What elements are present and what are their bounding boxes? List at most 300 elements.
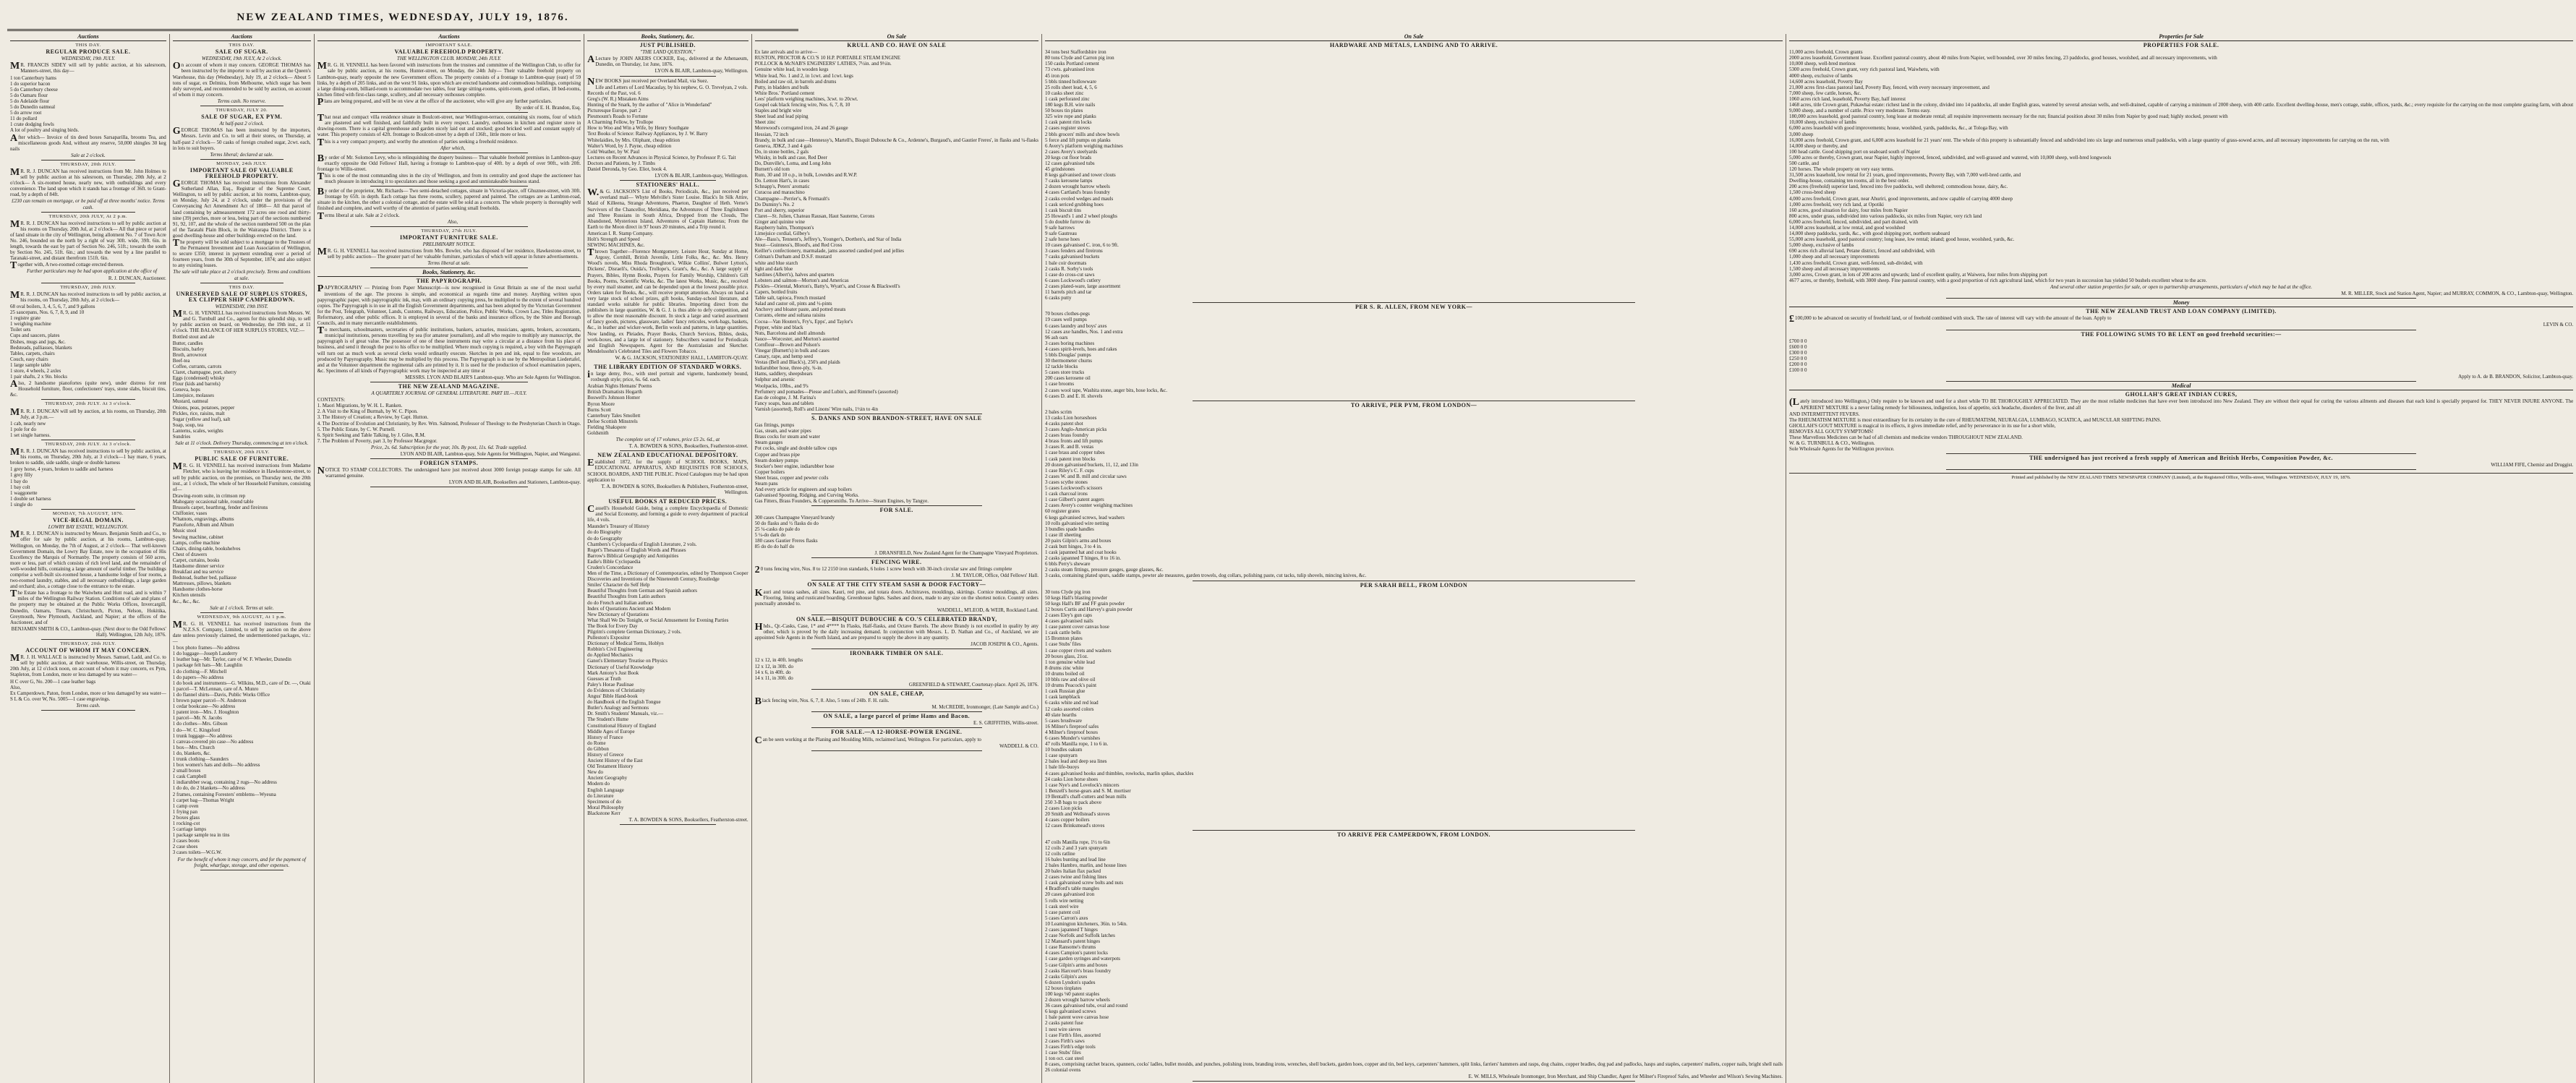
ad-item: do Applied Mechanics bbox=[587, 652, 634, 659]
ad-item: Chambers's Cyclopaedia of English Literature, 2 vols. bbox=[587, 541, 697, 547]
advertisement bbox=[1789, 309, 2573, 330]
ad-item: £250 0 0 bbox=[1788, 355, 1807, 361]
ad-item: 2 case Norfolk and Suffolk latches bbox=[1045, 933, 1115, 939]
ad-item: Galvanised Spouting, Ridging, and Curving Works. bbox=[754, 492, 859, 499]
ad-item: 5 cases store trucks bbox=[1045, 369, 1085, 376]
advertisement bbox=[1789, 332, 2573, 382]
column-heading: Auctions bbox=[173, 34, 311, 41]
ad-body: MR. R. J. DUNCAN is instructed by Messrs. Benjamin Smith and Co., to offer for sale by public auction, at his rooms, Lambton-quay, Wellington, on Monday, the 7th of August, at 2 o'clock— That well-known Government Domain, the Lowry Bay Estate, now in the occupation of His Excellency the Marquis of Normanby. The property consists of 560 acres, more or less, part of which consists of rich level land, and the remainder of well-wooded hills, containing a large amount of useful timber. The buildings comprise a well-built six-roomed house, a handsome lodge of four rooms, a two-roomed laundry, stables, and all necessary outbuildings, a large garden and orchard; also, a cottage close to the entrance to the estate. bbox=[10, 529, 166, 590]
ad-item: Do, in stone bottles, 2 gals bbox=[754, 148, 809, 155]
ad-body: MR. R. J. DUNCAN has received instructions to sell by public auction at his rooms on Thursday, 20th Jul, at 2 o'clock— All that piece or parcel of land situate in the city of Wellington, being allotment No. 7 of Town Acre No. 246, bounded on the north by a right of way 30ft. wide, 39ft. 6in. in length, towards the east by part of Section No. 246, 51ft.; towards the south by Section No. 245, 51ft. 6in.; and towards the west by a line parallel to Taranaki-street, and distant therefrom 151ft. 6in. bbox=[10, 218, 166, 262]
ad-item: 5 do arrow root bbox=[10, 110, 42, 116]
ad-item: 3 casks, containing plated spurs, saddle stamps, pewter ale measures, garden trowels, dog collars, polishing paste, cut tacks, tulip shovels, mincing knives, &c. bbox=[1045, 573, 1367, 579]
ad-item: W. & G. TURNBULL & CO., Wellington. bbox=[1788, 440, 1875, 447]
ad-item: 12 cases galvanised tubs bbox=[1045, 160, 1095, 166]
ad-item: 180 cases Gautier Freres flasks bbox=[754, 537, 818, 544]
ad-item: 7,000 sheep, few cattle, horses, &c. bbox=[1788, 90, 1861, 96]
ad-heading: IRONBARK TIMBER ON SALE. bbox=[850, 650, 944, 657]
ad-item: 5300 acres freehold, Crown grant, very rich pastoral land, Waiwhetu, with bbox=[1788, 67, 1940, 73]
ad-item: Records of the Past, vol. 6 bbox=[587, 90, 641, 96]
ad-item: do do French and Italian authors bbox=[587, 599, 653, 606]
ad-item: 20 boxes glass, 21oz. bbox=[1045, 653, 1088, 659]
ad-item: £100 0 0 bbox=[1788, 367, 1807, 374]
ad-item: 2 frames, containing Foresters' emblems—Wyeuna bbox=[172, 791, 276, 797]
ad-item: 160 acres, good situation for dairy, four miles from Napier bbox=[1788, 207, 1908, 213]
ad-item: Bedstead, feather bed, palliasse bbox=[172, 575, 236, 581]
ad-item: 5,000 sheep, exclusive of lambs bbox=[1788, 242, 1854, 249]
ad-item: Copper and brass pipe bbox=[754, 451, 800, 458]
ad-item: Byron Moore bbox=[587, 401, 615, 407]
ad-item: The Student's Hume bbox=[587, 716, 628, 723]
ad-item: do do Geography bbox=[587, 535, 623, 542]
ad-dateline: THURSDAY, 20th JULY. bbox=[60, 284, 116, 290]
ad-terms: Sale at 2 o'clock. bbox=[71, 152, 106, 158]
column-3 bbox=[315, 34, 584, 1083]
ad-item: American I. R. Stamp Company. bbox=[587, 230, 654, 236]
ad-item: 1 package felt hats—Mr. Laughlin bbox=[172, 662, 243, 669]
ad-item: White Bros.' Portland cement bbox=[754, 90, 815, 96]
advertisement bbox=[1045, 832, 1783, 1082]
ad-terms: Terms cash. bbox=[76, 702, 101, 709]
ad-heading: USEFUL BOOKS AT REDUCED PRICES. bbox=[608, 497, 728, 505]
ad-heading: ON SALE, a large parcel of prime Hams and Bacon. bbox=[823, 713, 971, 720]
ad-dateline: THURSDAY, 20th JULY. bbox=[60, 161, 116, 167]
ad-signature: T. A. BOWDEN & SONS, Booksellers, Featherston-street. bbox=[628, 817, 749, 823]
ad-item: 14,600 acres leasehold, Poverty Bay bbox=[1788, 78, 1863, 85]
ad-body: Black fencing wire, Nos. 6, 7, 8. Also, 5 tons of 24lb. F. H. rails. bbox=[754, 696, 890, 708]
ad-item: 3 cases Firth's edge tools bbox=[1045, 1043, 1096, 1050]
ad-item: 200 acres (freehold) superior land, fenced into five paddocks, well sheltered; commodious house, dairy, &c. bbox=[1788, 184, 2008, 190]
ad-item: Walter's Word, by J. Payne, cheap edition bbox=[587, 142, 672, 149]
ad-item: Mahogany occasional table, round table bbox=[172, 498, 254, 505]
ad-body-continued: Thrown Together—Florence Montgomery. Leisure Hour, Sunday at Home, Argosy, Cornhill, British Juvenile, Little Folks, &c., &c. Mrs. Henry Wood's novels, Miss Rhoda Broughton's, Wilkie Collins', Bulwer Lytton's, Dickens', Disraeli's, Ouida's, Trollope's, Grant's, &c., &c. A large supply of Prayers, Bibles, Hymn Books, Prayers for Family Worship, Children's Gift Books, Poems, Scientific Works, &c. The latest Works, Music, &c., received by every mail steamer, and can be depended upon at the lowest possible price. Orders taken for Books, &c., will receive prompt attention. Always on hand a very large stock of school prizes, gift books, Sunday-school literature, and standard works suitable for public libraries. Importing direct from the publishers in large quantities, W. & G. J. is thus able to defy competition, and to allow the most reasonable discount. In stock a large and varied assortment of fancy goods, pictures, glassware, ladies' fancy reticules, work-bags, baskets, &c., in leather and wicker-work, Berlin wools and patterns, in large quantities. Now landing, ex Pleiades, Prayer Books, Church Services, Bibles, desks, work-boxes, and a large lot of stationery. Subscribers wanted for Periodicals and English Newspapers. Agent for the Australasian and Sketcher. Mendelssohn's Celebrated Tiles and Flowers Tobacco. bbox=[587, 247, 749, 354]
ad-item: 180,000 acres leasehold, good pastoral country, long lease at moderate rental; all requisite improvements necessary for the run; financial position about 30 miles from Napier by good road; highly stocked, present with bbox=[1788, 114, 2228, 120]
advertisement bbox=[10, 214, 166, 283]
ad-item: 2 bbls grocers' mills and show bowls bbox=[1045, 131, 1120, 137]
ad-item: 1 box—Mrs. Church bbox=[172, 744, 215, 750]
ad-item: Gas Fitters, Brass Founders, & Coppersmiths. To Arrive—Steam Engines, by Tangye. bbox=[754, 498, 929, 505]
ad-item: 12 coils ratline bbox=[1045, 850, 1075, 857]
ad-subheading: WEDNESDAY, 19th JULY, At 2 o'clock. bbox=[201, 56, 282, 62]
ad-item: 7. The Problem of Poverty, part 3, by Professor Macgregor. bbox=[317, 437, 438, 444]
ad-item: light and dark blue bbox=[754, 265, 793, 272]
ad-item: Modern do bbox=[587, 781, 610, 787]
ad-signature: T. A. BOWDEN & SONS, Booksellers, Featherston-street. bbox=[628, 443, 749, 450]
ad-signature: WADDELL, M'LEOD, & WEIR, Rockland Land. bbox=[937, 607, 1038, 613]
ad-item: 1 ton Canterbury hams bbox=[10, 74, 56, 81]
ad-item: 6 Avery's platform weighing machines bbox=[1045, 142, 1123, 149]
advertisement bbox=[755, 617, 1038, 649]
ad-divider bbox=[1193, 1081, 1635, 1082]
ad-item: 11,000 acres freehold, Crown grants bbox=[1788, 49, 1863, 56]
ad-item: 10 cases galvanised C. iron, 6 to 9ft. bbox=[1045, 242, 1119, 249]
ad-item: Robbin's Civil Engineering bbox=[587, 646, 643, 653]
ad-body: MR. R. J. DUNCAN has received instructions to sell by public auction, at his rooms, on Thursday, 20th July, at 3 o'clock—1 bay mare, 6 years, broken to saddle, side saddle, single or double harness bbox=[10, 447, 166, 466]
ad-item: 1 package sample tea in tins bbox=[172, 832, 230, 839]
ad-item: 100 kegs ⅛0 patent staples bbox=[1045, 991, 1100, 997]
ad-body: GEORGE THOMAS has been instructed by the importers, Messrs. Levin and Co. to sell at their stores, on Thursday, at half-past 2 o'clock— 50 casks of foreign crushed sugar, 2cwt. each, in lots to suit buyers. bbox=[172, 126, 311, 151]
ad-divider bbox=[370, 226, 529, 227]
ad-item: &c., &c., &c. bbox=[172, 598, 200, 604]
ad-item: CONTENTS: bbox=[317, 397, 346, 403]
ad-item: Pilgrim's complete German Dictionary, 2 vols. bbox=[587, 629, 682, 635]
ad-item: 30 thermometer churns bbox=[1045, 358, 1092, 364]
ad-body: 20 tons fencing wire, Nos. 8 to 12 2150 iron standards, 6 holes 1 screw bench with 30-inch circular saw and fittings complete bbox=[754, 565, 1012, 576]
ad-item: 5 ¼-do dark do bbox=[754, 531, 786, 538]
ad-item: 16 bales bunting and lead line bbox=[1045, 856, 1106, 862]
ad-signature: LYON & BLAIR, Lambton-quay, Wellington. bbox=[654, 173, 749, 179]
ad-terms: Sale at 1 o'clock. Terms at sale. bbox=[210, 604, 274, 611]
ad-signature: GREENFIELD & STEWART, Courtenay-place. April 26, 1876. bbox=[908, 681, 1038, 688]
ad-item: Brandy, in bulk and case—Hennessy's, Martell's, Bisquit Dubouche & Co., Ardenne's, Burgaud's, and Gautier Freres', in flasks and ¼-flasks bbox=[754, 137, 1038, 143]
ad-item: 2 bales scrim bbox=[1045, 408, 1072, 415]
ad-item: Perfumery and pomades—Piesse and Lubin's, and Rimmel's (assorted) bbox=[754, 388, 898, 395]
ad-item: The Book for Every Day bbox=[587, 622, 638, 629]
ad-item: Champagne—Perrier's, & Fremault's bbox=[754, 195, 829, 202]
ad-item: 2 casks R. Sorby's tools bbox=[1045, 265, 1093, 272]
ad-item: 7 casks kerosene lamps bbox=[1045, 178, 1093, 184]
ad-item: Doctors and Patients, by J. Timbs bbox=[587, 160, 656, 166]
ad-item: Mattresses, pillows, blankets bbox=[172, 581, 231, 587]
ad-item: 1 trunk clothing—Saunders bbox=[172, 755, 229, 762]
ad-item: 1 box photo frames—No address bbox=[172, 645, 240, 651]
ad-signature: W. & G. JACKSON, STATIONERS' HALL, LAMBTON-QUAY. bbox=[615, 354, 749, 361]
ad-item: 500 cattle, and bbox=[1788, 160, 1819, 166]
ad-item: 1 cask galvanised screw bolts and nuts bbox=[1045, 880, 1124, 886]
ad-item: 2 dozen wrought barrow wheels bbox=[1045, 184, 1110, 190]
ad-item: do Rome bbox=[587, 740, 606, 746]
ad-item: These Marvellous Medicines can be had of all chemists and medicine vendors THROUGHOUT NEW ZEALAND. bbox=[1788, 435, 2023, 440]
ad-item: Picturesque Europe, part 2 bbox=[587, 108, 641, 114]
ad-item: Arabian Nights Hemans' Poems bbox=[587, 383, 652, 390]
column-heading: Properties for Sale bbox=[1789, 34, 2573, 41]
ad-item: 25 saucepans, Nos. 6, 7, 8, 9, and 10 bbox=[10, 309, 85, 316]
ad-divider bbox=[1946, 469, 2417, 470]
ad-item: 3,000 acres, Crown grant, in lots of 200 acres and upwards; land of excellent quality, at Waiwera, four miles from shipping port bbox=[1788, 271, 2047, 278]
ad-item: Toilet sets bbox=[10, 327, 31, 333]
ad-body: MR. R. J. DUNCAN has received instructions from Mr. John Holmes to sell by public auction at his salesroom, on Thursday, 20th July, at 2 o'clock— A six-roomed house, nearly new, with outbuildings and every convenience. The land upon which it stands has a frontage of 36ft. to Grant-road, by a depth of 84ft. bbox=[10, 166, 166, 198]
ad-heading: THE NEW ZEALAND TRUST AND LOAN COMPANY (LIMITED). bbox=[2086, 308, 2277, 315]
ad-divider bbox=[811, 648, 981, 649]
ad-item: 10 drums Peacock's paint bbox=[1045, 682, 1097, 689]
ad-item: 12 coils 2 and 3 yarn spunyarn bbox=[1045, 844, 1107, 851]
ad-heading: SALE OF SUGAR, EX PYM. bbox=[201, 114, 283, 121]
ad-item: 1 cask steel wire bbox=[1045, 903, 1079, 909]
ad-item: Holt's Strength and Speed bbox=[587, 236, 640, 242]
ad-heading: THE undersigned has just received a fresh supply of American and British Herbs, Composition Powder, &c. bbox=[2029, 455, 2333, 462]
ad-item: 36 cases galvanised tubs, oval and round bbox=[1045, 1003, 1128, 1009]
ad-item: Mustard, oatmeal bbox=[172, 398, 208, 405]
column-heading: Auctions bbox=[10, 34, 166, 41]
ad-item: Hunting of the Snark, by the author of "Alice in Wonderland" bbox=[587, 101, 712, 108]
ad-body: On account of whom it may concern. GEORGE THOMAS has been instructed by the importer to sell by auction at the Queen's Warehouse, this day (Wednesday), July 19, at 2 o'clock— About 5 tons of sugar, ex Delmira, from Melbourne, which sugar has been duly surveyed, and recommended to be sold by auction, on account of whom it may concern. bbox=[172, 61, 311, 98]
ad-item: 6. Spirit Seeking and Table Talking, by J. Giles, R.M. bbox=[317, 432, 426, 438]
ad-item: Morewood's corrugated iron, 24 and 26 gauge bbox=[754, 125, 848, 132]
ad-item: Pepper, white and black bbox=[754, 324, 803, 330]
ad-body: Established 1872, for the supply of SCHOOL BOOKS, MAPS, EDUCATIONAL APPARATUS, AND REQUISITES FOR SCHOOLS, SCHOOL BOARDS, AND THE PUBLIC. Priced Catalogues may be had upon application to bbox=[587, 458, 749, 483]
ad-item: 10,000 sheep, well-bred merinos bbox=[1788, 61, 1856, 67]
ad-item: 4 cases copper boilers bbox=[1045, 817, 1090, 823]
advertisement bbox=[1789, 43, 2573, 299]
ad-item: 1 cask Russian glue bbox=[1045, 688, 1086, 695]
ad-item: Maunder's Treasury of History bbox=[587, 523, 649, 530]
advertisement bbox=[10, 511, 166, 640]
ad-item: 10 bundles oakum bbox=[1045, 747, 1083, 753]
advertisement bbox=[755, 651, 1038, 690]
ad-item: Chairs, dining-table, bookshelves bbox=[172, 545, 241, 552]
ad-item: Limejuice cordial, Gilbey's bbox=[754, 231, 810, 237]
ad-item: Sauce—Worcester, and Morton's assorted bbox=[754, 335, 840, 342]
ad-heading: PUBLIC SALE OF FURNITURE. bbox=[195, 455, 289, 463]
ad-item: Mark Antony's Just Book bbox=[587, 669, 639, 676]
ad-item: 5 carriage lamps bbox=[172, 826, 207, 833]
column-4 bbox=[584, 34, 751, 1083]
ad-heading: TO ARRIVE PER CAMPERDOWN, FROM LONDON. bbox=[1337, 831, 1490, 839]
ad-signature: T. A. BOWDEN & SONS, Booksellers & Publishers, Featherston-street, Wellington. bbox=[601, 483, 749, 495]
ad-item: 50 boxes tin plates bbox=[1045, 108, 1083, 114]
ad-item: Whatnots, engravings, albums bbox=[172, 516, 234, 523]
ad-item: What Shall We Do Tonight, or Social Amusement for Evening Parties bbox=[587, 617, 729, 623]
ad-item: 10 drums boiled oil bbox=[1045, 670, 1085, 677]
ad-item: Dictionary of Useful Knowledge bbox=[587, 664, 654, 670]
advertisement bbox=[755, 729, 1038, 750]
ad-signature: WADDELL & CO. bbox=[999, 742, 1038, 749]
ad-item: Pot cocks, single and double tallow cups bbox=[754, 445, 837, 452]
advertisement bbox=[755, 691, 1038, 712]
ad-body: PAPYROGRAPHY — Printing from Paper Manuscript—is now recognised in Great Britain as one of the most useful inventions of the age. The process is simple, and economical as regards time and money. Anything written upon papyrographic paper, with papyrographic ink, may, with an ordinary copying press, be multiplied to the extent of several hundred copies. The Papyrograph is in use in all the English Government departments, and has been adopted by the Victorian Government for the Post, Telegraph, Volunteer, Lands, Customs, Railways, Education, Police, Public Works, Crown Law, Titles Registration, Reformatory, and other public offices. It is employed in several of the banks and insurance offices, by the Shire and Borough Councils, and in many mercantile establishments. bbox=[317, 283, 581, 327]
advertisement bbox=[173, 43, 311, 106]
ad-item: 5 rolls wire netting bbox=[1045, 897, 1084, 904]
ad-item: Pickles—Oriental, Morton's, Batty's, Wyatt's, and Crosse & Blackwell's bbox=[754, 283, 900, 289]
ad-item: Beautiful Thoughts from Latin authors bbox=[587, 594, 666, 600]
ad-divider bbox=[811, 750, 981, 751]
ad-item: 1 trunk luggage—No address bbox=[172, 732, 233, 739]
ad-item: Carpet, curtains, books bbox=[172, 557, 220, 563]
ad-item: Moral Philosophy bbox=[587, 804, 624, 810]
ad-item: 2. A Visit to the King of Burmah, by W. C. Pipon. bbox=[317, 408, 418, 415]
ad-item: 16,000 acres freehold, Crown grant, and 6,000 acres leasehold for 21 years' rent. The whole of this property is substantially fenced and subdivided into six large and numerous small paddocks, with a large quantity of grass-sowed acres, and all necessary improvements for carrying on the run, with bbox=[1788, 137, 2389, 143]
ad-item: Coffee, currants, carrots bbox=[172, 363, 222, 369]
ad-item: Roget's Thesaurus of English Words and Phrases bbox=[587, 547, 686, 553]
ad-item: 2 cases twine and fishing lines bbox=[1045, 874, 1107, 881]
ad-item: The RHEUMATISM MIXTURE is most extraordinary for its certainty in the cure of RHEUMATISM, NEURALGIA, LUMBAGO, SCIATICA, and MUSCULAR SHIFTING PAINS. bbox=[1788, 416, 2162, 423]
advertisement bbox=[755, 416, 1038, 506]
ad-heading: FOREIGN STAMPS. bbox=[419, 460, 479, 467]
ad-body-continued: Plans are being prepared, and will be on view at the office of the auctioneer, who will give any further particulars. bbox=[317, 96, 553, 108]
ad-item: 14,000 sheep or thereby, and bbox=[1788, 142, 1848, 149]
advertisement bbox=[173, 108, 311, 160]
ad-item: 250 3-B bags to pack above bbox=[1045, 800, 1101, 805]
ad-body-continued: Also, 2 handsome pianofortes (quite new), under distress for rent Household furniture, floor, confectioners' trays, stone slabs, biscuit tins, &c. bbox=[10, 379, 166, 398]
ad-body: MR. J. H. WALLACE is instructed by Messrs. Samuel, Ladd, and Co. to sell by public auction, at their warehouse, Willis-street, on Thursday, 20th July, at 12 o'clock noon, on account of whom it may concern, ex Pym, Stapleton, from London, more or less damaged by sea water— bbox=[10, 653, 166, 678]
ad-subheading: PRELIMINARY NOTICE. bbox=[422, 241, 476, 247]
ad-body: NEW BOOKS just received per Overland Mail, via Suez. bbox=[587, 76, 709, 87]
ad-item: 6 cases laundry and boys' axes bbox=[1045, 322, 1107, 329]
ad-item: Biscuits, barley bbox=[172, 346, 205, 352]
ad-item: Dr. Smith's Students' Manuals, viz.— bbox=[587, 711, 664, 717]
ad-item: REMOVES ALL GOUTY SYMPTOMS! bbox=[1788, 428, 1874, 435]
ad-item: Cocoa—Van Houten's, Fry's, Epps', and Taylor's bbox=[754, 318, 853, 325]
ad-item: 1 pole for do bbox=[10, 426, 36, 432]
ad-item: 200 cases kerosene oil bbox=[1045, 375, 1091, 382]
ad-item: Boiled and raw oil, in barrels and drums bbox=[754, 78, 837, 85]
ad-item: 1 cask sericed grubbing hoes bbox=[1045, 201, 1104, 207]
ad-signature: BENJAMIN SMITH & CO., Lambton-quay. (Next door to the Odd Fellows' Hall). Wellington, 12th July, 1876. bbox=[11, 625, 166, 638]
ad-dateline: THURSDAY, JULY 20. bbox=[216, 108, 268, 114]
advertisement bbox=[755, 43, 1038, 414]
ad-item: 5 cases Lockwood's scissors bbox=[1045, 485, 1103, 492]
ad-item: Do. Lemon Hart's, in cases bbox=[754, 178, 810, 184]
ad-item: Do Duminy's No. 2 bbox=[754, 201, 795, 207]
ad-item: SEWING MACHINES, &c. bbox=[587, 242, 645, 249]
ad-item: Canary, rape, and hemp seed bbox=[754, 354, 813, 360]
advertisement bbox=[173, 285, 311, 449]
ad-item: 2 small boxes bbox=[172, 768, 201, 774]
ad-heading: PER SARAH BELL, FROM LONDON bbox=[1360, 581, 1468, 588]
ad-subheading: At half-past 2 o'clock. bbox=[219, 121, 264, 127]
ad-divider bbox=[620, 362, 716, 363]
ad-item: 12 x 12, in 30ft. do bbox=[754, 663, 794, 669]
ad-item: 1 do clothing—F. Mitchell bbox=[172, 668, 227, 675]
ad-heading: HARDWARE AND METALS, LANDING AND TO ARRIVE. bbox=[1329, 42, 1498, 49]
ad-body-continued: This is one of the most commanding sites in the city of Wellington, and from its centrality and good shape the auctioneer has much pleasure in introducing it to speculators and those seeking a good and unmistakeable business stand. bbox=[317, 171, 581, 185]
ad-dateline: THIS DAY. bbox=[75, 43, 101, 48]
masthead: NEW ZEALAND TIMES, WEDNESDAY, JULY 19, 1876. bbox=[236, 12, 569, 23]
ad-item: 50 kegs Hall's BF and FF grain powder bbox=[1045, 600, 1125, 607]
ad-subheading: WEDNESDAY, 19th INST. bbox=[215, 303, 268, 309]
ad-item: 20 Smith and Wellstead's stoves bbox=[1045, 811, 1110, 818]
ad-item: 2 cases wool tape, Washita stone, auger bits, hose locks, &c. bbox=[1045, 387, 1168, 393]
ad-item: Boswell's Johnson Homer bbox=[587, 395, 640, 401]
ad-item: Piesmount's Roads to Fortune bbox=[587, 114, 648, 120]
ad-item: 1 case do cross-cut saws bbox=[1045, 271, 1095, 278]
ad-body-continued: Terms liberal at sale. Sale at 2 o'clock. bbox=[317, 210, 400, 222]
ad-item: Butter, candles bbox=[172, 340, 203, 346]
ad-item: 1 single do bbox=[10, 501, 33, 508]
ad-item: 5 bbls Douglas' pumps bbox=[1045, 351, 1091, 358]
ad-body: MR. G. H. VENNELL has been favored with instructions from the trustees and committee of the Wellington Club, to offer for sale by public auction, at his rooms, Hunter-street, on Monday, the 24th July— Their valuable freehold property on Lambton-quay, nearly opposite the new Government offices. The property consists of a frontage to Lambton-quay (east) of 59 links, by a depth of 205 links, and on the west 91 links, upon which are erected handsome and commodious buildings, comprising a large dining-room, billiard-room to accommodate two tables, four large sitting-rooms, spirit-room, good cellars, 18 bed-rooms, kitchen fitted with first-class range, scullery, and all necessary outhouses complete. bbox=[317, 61, 581, 98]
ad-item: 2 cases Avery's counter weighing machines bbox=[1045, 502, 1133, 509]
ad-item: Butler's Analogy and Sermons bbox=[587, 705, 649, 711]
ad-item: Colman's Durham and D.S.F. mustard bbox=[754, 254, 832, 260]
ad-item: Copper boilers bbox=[754, 468, 785, 475]
ad-item: 1 parcel—Mr. N. Jacobs bbox=[172, 715, 223, 722]
ad-item: 12 tackle blocks bbox=[1045, 364, 1078, 370]
ad-dateline: WEDNESDAY, 9th AUGUST, At 1 p.m. bbox=[197, 614, 286, 620]
ad-body-continued: This is a very compact property, and worthy the attention of parties seeking a freehold residence. bbox=[317, 137, 518, 148]
ad-item: 31,500 acres leasehold, low rental for 21 years, good improvements, Poverty Bay, with 7,000 well-bred cattle, and bbox=[1788, 172, 2021, 179]
ad-item: 20 pairs Gilpin's arms and boxes bbox=[1045, 537, 1112, 544]
ad-divider bbox=[620, 180, 716, 181]
ad-item: 12 boxes Curtis and Harvey's grain powder bbox=[1045, 606, 1133, 612]
ad-signature: LYON AND BLAIR, Booksellers and Stationers, Lambton-quay. bbox=[448, 479, 581, 486]
ad-item: British Dramatists Hogarth bbox=[587, 389, 642, 395]
ad-item: POLLOCK & McNAB'S ENGINEERS' LATHES, 7½in. and 9½in. bbox=[754, 61, 892, 67]
ad-item: 1 ton genuine white lead bbox=[1045, 659, 1095, 665]
ad-item: Stout—Guinness's, Blood's, and Red Cross bbox=[754, 242, 843, 249]
advertisement bbox=[317, 461, 581, 487]
ad-item: 1 crate dodging fowls bbox=[10, 121, 54, 128]
ad-item: 19 Bentall's chaff-cutters and bean mills bbox=[1045, 793, 1127, 800]
ad-item: 6 kegs galvanised screws bbox=[1045, 1009, 1096, 1015]
ad-body: £100,000 to be advanced on security of freehold land, or of freehold combined with stock. The rate of interest will vary with the amount of the loan. Apply to bbox=[1788, 314, 2112, 325]
ad-heading: UNRESERVED SALE OF SURPLUS STORES, EX CLIPPER SHIP CAMPERDOWN. bbox=[176, 290, 307, 303]
ad-item: Sundries bbox=[172, 434, 191, 440]
ad-body-continued: The Estate has a frontage to the Waiwhetu and Hutt road, and is within 7 miles of the Wellington Railway Station. Conditions of sale and plans of the property may be obtained at the Public Works Offices, Invercargill, Dunedin, Oamaru, Timaru, Christchurch, Picton, Nelson, Hokitika, Greymouth, New Plymouth, Auckland, and Napier; at the offices of the Auctioneer, and of bbox=[10, 588, 166, 625]
ad-item: How to Woo and Win a Wife, by Henry Southgate bbox=[587, 125, 689, 132]
ad-heading: FENCING WIRE. bbox=[871, 559, 922, 566]
ad-item: 3 cases R. and B. vestas bbox=[1045, 444, 1094, 450]
ad-dateline: THURSDAY, 20th JULY. bbox=[213, 450, 270, 455]
ad-item: Chest of drawers bbox=[172, 551, 208, 557]
ad-item: 2 cases brass foundry bbox=[1045, 432, 1089, 439]
ad-item: Sheet brass, copper and pewter coils bbox=[754, 474, 829, 481]
printer-imprint: Printed and published by the NEW ZEALAND TIMES NEWSPAPER COMPANY (Limited), at the Registered Office, Willis-street, Wellington. WEDNESDAY, JULY 19, 1876. bbox=[1789, 473, 2573, 481]
ad-item: 2 cases plated-ware, large assortment bbox=[1045, 283, 1121, 289]
ad-item: Port and sherry, superior bbox=[754, 207, 805, 213]
ad-item: 25 rolls sheet lead, 4, 5, 6 bbox=[1045, 84, 1097, 90]
advertisement bbox=[317, 43, 581, 113]
ad-item: 5 do Canterbury cheese bbox=[10, 86, 58, 93]
ad-divider bbox=[1946, 381, 2417, 382]
ad-body: (Lately introduced into Wellington,) Only require to be known and used for a short while TO BE THOROUGHLY APPRECIATED. They are the most reliable medicines that have ever been introduced into New Zealand. They are without their equal for curing the various ailments and diseases that each kind is specially prepared for. THEY NEVER INJURE ANYONE. The APERIENT MIXTURE is a never failing remedy for biliousness, indigestion, loss of appetite, sick headache, disorders of the liver, and all bbox=[1788, 397, 2574, 411]
ad-item: Life and Letters of Lord Macaulay, by his nephew, G. O. Trevelyan, 2 vols. bbox=[595, 84, 749, 90]
ad-item: 800 acres, under grass, subdivided into various paddocks, six miles from Napier, very rich land bbox=[1788, 213, 1982, 219]
ad-item: Paley's Horae Paulinae bbox=[587, 681, 634, 688]
ad-item: 1 case Stubs' files bbox=[1045, 641, 1081, 648]
ad-item: 6 cases Munder's varnishes bbox=[1045, 735, 1101, 741]
ad-item: 1 box women's hats and dolls—No address bbox=[172, 762, 260, 769]
ad-item: do Handbook of the English Tongue bbox=[587, 699, 661, 706]
ad-divider bbox=[41, 509, 135, 510]
ad-divider bbox=[1193, 830, 1635, 831]
ad-item: Schnapp's, Peters' aromatic bbox=[754, 184, 810, 190]
ad-item: 2 casks patent fuse bbox=[1045, 1020, 1083, 1027]
ad-item: 1 nest wire sieves bbox=[1045, 1026, 1081, 1032]
column-5 bbox=[752, 34, 1042, 1083]
ad-item: Pickles, rice, raisins, malt bbox=[172, 410, 225, 416]
column-7 bbox=[1786, 34, 2576, 1083]
ad-item: Vinegar (Burnett's) in bulk and cases bbox=[754, 347, 829, 354]
ad-divider bbox=[370, 458, 529, 459]
ad-item: 1 frying pan bbox=[172, 808, 197, 815]
ad-signature: M. McCREDIE, Ironmonger, (Late Sample and Co.) bbox=[931, 704, 1038, 711]
ad-dateline: IMPORTANT SALE. bbox=[425, 43, 473, 48]
ad-heading: PER S. R. ALLEN, FROM NEW YORK— bbox=[1355, 304, 1472, 311]
advertisement bbox=[1045, 43, 1783, 303]
ad-item: 1 double set harness bbox=[10, 495, 51, 502]
ad-signature: By order of E. H. Brandon, Esq. bbox=[515, 105, 581, 111]
ad-item: Smiles' Character do Self Help bbox=[587, 582, 650, 588]
ad-divider bbox=[811, 689, 981, 690]
ad-item: Burns Scott bbox=[587, 406, 611, 413]
ad-item: 1 do luggage—Joseph Lauderry bbox=[172, 651, 238, 657]
ad-item: 6,000 acres freehold, fenced, subdivided, and part drained, with bbox=[1788, 218, 1919, 225]
ad-item: £600 0 0 bbox=[1788, 343, 1807, 350]
ad-item: H C over G, No. 200—1 case leather bags bbox=[10, 678, 96, 685]
ad-item: Middle Ages of Europe bbox=[587, 728, 635, 735]
ad-heading: THE NEW ZEALAND MAGAZINE. bbox=[398, 382, 500, 390]
ad-item: 1 pair shafts, 2 x 9in. blocks bbox=[10, 374, 67, 380]
ad-item: Broth, arrowroot bbox=[172, 351, 207, 358]
ad-item: 2 cases register stoves bbox=[1045, 125, 1091, 132]
ad-item: Sheet zinc bbox=[754, 119, 776, 126]
ad-item: Cups and saucers, plates bbox=[10, 333, 60, 339]
advertisement bbox=[587, 453, 748, 497]
ad-item: 2 casks steam fittings, pressure gauges, gauge glasses, &c. bbox=[1045, 567, 1164, 573]
ad-item: 1,000 sheep and all necessary improvements bbox=[1788, 254, 1880, 260]
ad-item: 2 casks Harcourt's brass foundry bbox=[1045, 967, 1112, 974]
